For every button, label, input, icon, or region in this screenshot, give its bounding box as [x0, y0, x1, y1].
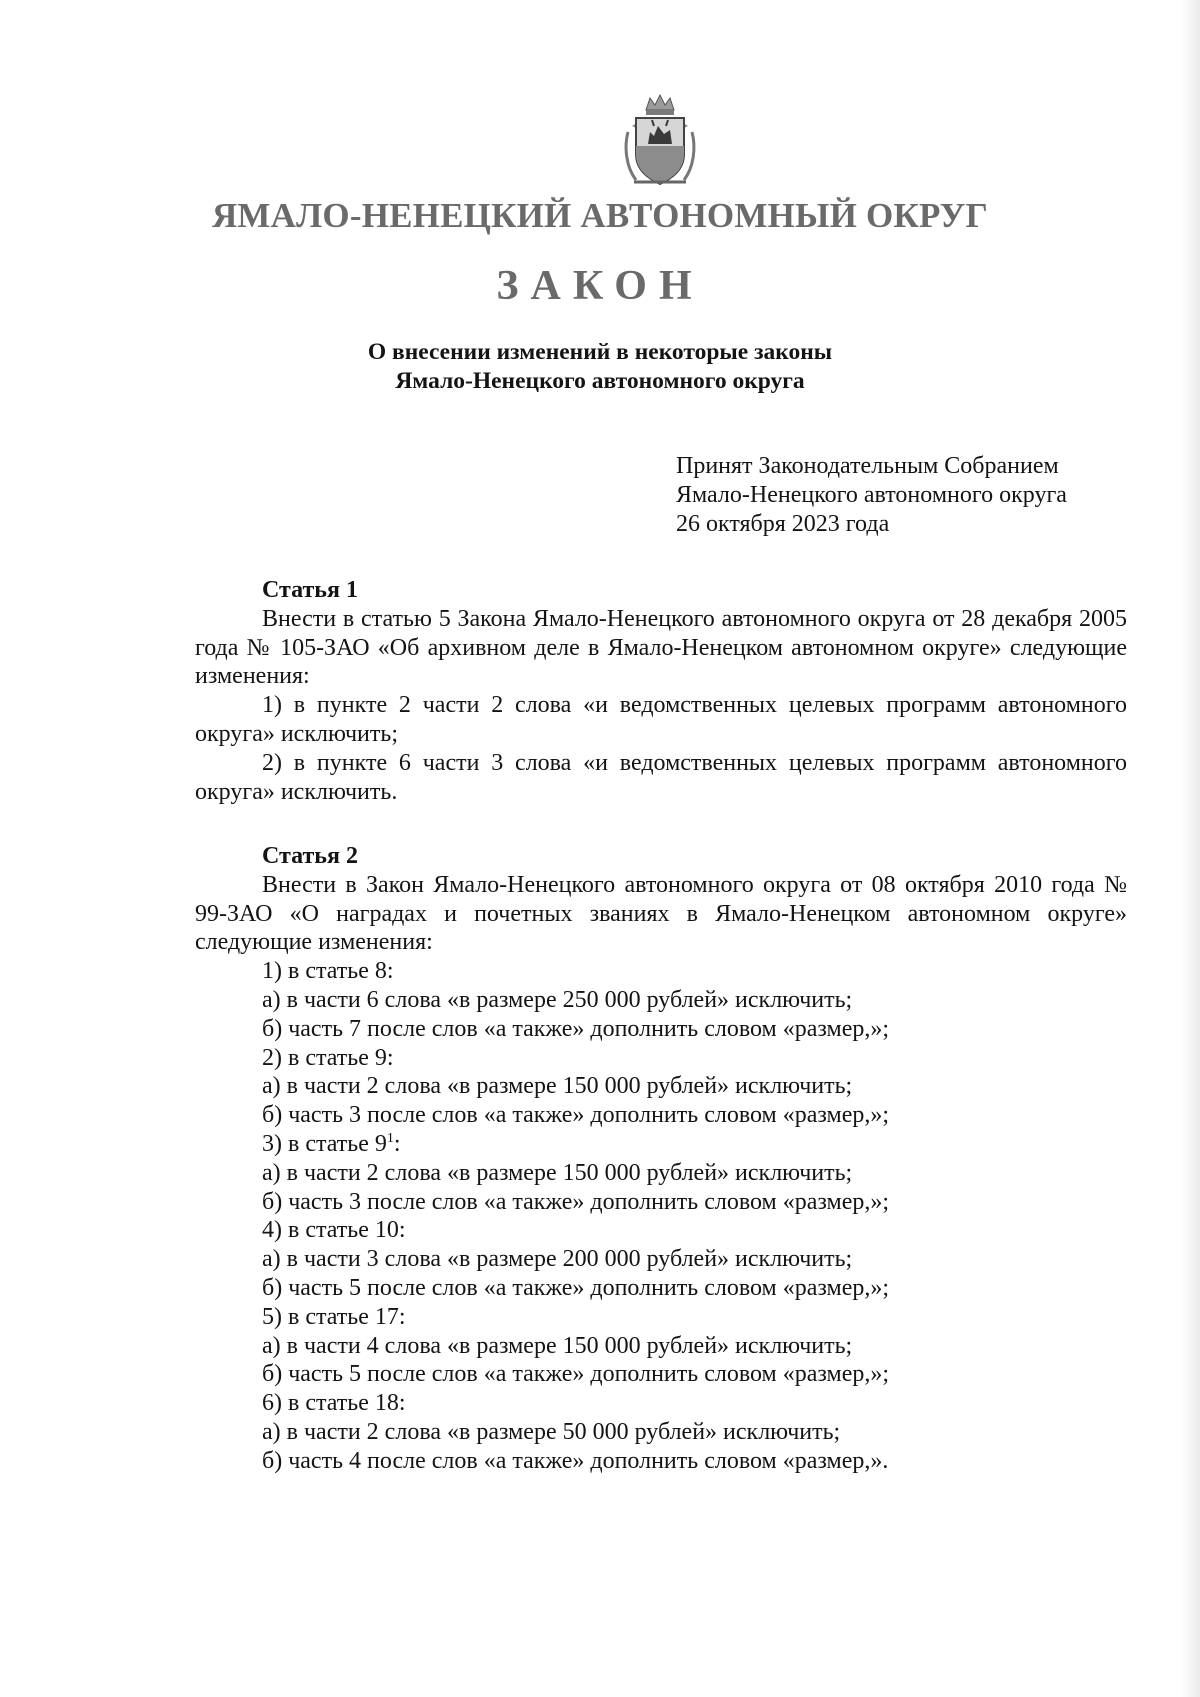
list-item-text: 3) в статье 9 [262, 1130, 387, 1157]
adoption-line: Ямало-Ненецкого автономного округа [676, 482, 1067, 508]
article-2 [195, 842, 1127, 1476]
subject-line: О внесении изменений в некоторые законы [367, 339, 833, 365]
list-item: б) часть 5 после слов «а также» дополнить словом «размер,»; [262, 1361, 890, 1388]
list-item: 5) в статье 17: [262, 1303, 406, 1330]
list-item: а) в части 4 слова «в размере 150 000 рублей» исключить; [262, 1332, 853, 1359]
list-item: а) в части 2 слова «в размере 150 000 рублей» исключить; [262, 1159, 853, 1186]
article-heading: Статья 1 [262, 577, 358, 603]
list-item [195, 1130, 1127, 1159]
list-item: 2) в статье 9: [262, 1044, 394, 1071]
list-item: а) в части 2 слова «в размере 150 000 рублей» исключить; [262, 1073, 853, 1100]
list-item: б) часть 5 после слов «а также» дополнить словом «размер,»; [262, 1274, 890, 1301]
list-item: а) в части 2 слова «в размере 50 000 рублей» исключить; [262, 1418, 841, 1445]
article-paragraph: Внести в статью 5 Закона Ямало-Ненецкого автономного округа от 28 декабря 2005 года № 105-ЗАО «Об архивном деле в Ямало-Ненецком автономном округе» следующие изменения: [195, 605, 1127, 690]
article-1 [195, 576, 1127, 806]
adoption-date: 26 октября 2023 года [676, 511, 890, 537]
scan-edge [1182, 0, 1200, 1697]
article-paragraph: Внести в Закон Ямало-Ненецкого автономного округа от 08 октября 2010 года № 99-ЗАО «О наградах и почетных званиях в Ямало-Ненецком автономном округе» следующие изменения: [195, 871, 1127, 956]
list-item: 6) в статье 18: [262, 1390, 406, 1417]
list-item: 1) в статье 8: [262, 958, 394, 985]
coat-of-arms-icon [620, 92, 700, 190]
article-paragraph: 2) в пункте 6 части 3 слова «и ведомственных целевых программ автономного округа» исключить. [195, 749, 1127, 805]
article-heading: Статья 2 [262, 843, 358, 869]
list-item: б) часть 3 после слов «а также» дополнить словом «размер,»; [262, 1102, 890, 1129]
list-item: б) часть 7 после слов «а также» дополнить словом «размер,»; [262, 1015, 890, 1042]
list-item-colon: : [393, 1130, 401, 1157]
article-paragraph: 1) в пункте 2 части 2 слова «и ведомственных целевых программ автономного округа» исключить; [195, 692, 1127, 747]
document-type-title: ЗАКОН [496, 263, 704, 309]
list-item: 4) в статье 10: [262, 1217, 406, 1244]
adoption-block [676, 452, 1067, 539]
subject-line: Ямало-Ненецкого автономного округа [395, 368, 805, 394]
list-item: б) часть 3 после слов «а также» дополнить словом «размер,»; [262, 1188, 890, 1215]
region-title: ЯМАЛО-НЕНЕЦКИЙ АВТОНОМНЫЙ ОКРУГ [211, 196, 989, 235]
list-item: а) в части 3 слова «в размере 200 000 рублей» исключить; [262, 1246, 853, 1273]
law-subject [0, 338, 1200, 396]
adoption-line: Принят Законодательным Собранием [676, 453, 1059, 479]
superscript: 1 [386, 1130, 394, 1146]
list-item: а) в части 6 слова «в размере 250 000 рублей» исключить; [262, 986, 853, 1013]
list-item: б) часть 4 после слов «а также» дополнить словом «размер,». [262, 1447, 889, 1474]
